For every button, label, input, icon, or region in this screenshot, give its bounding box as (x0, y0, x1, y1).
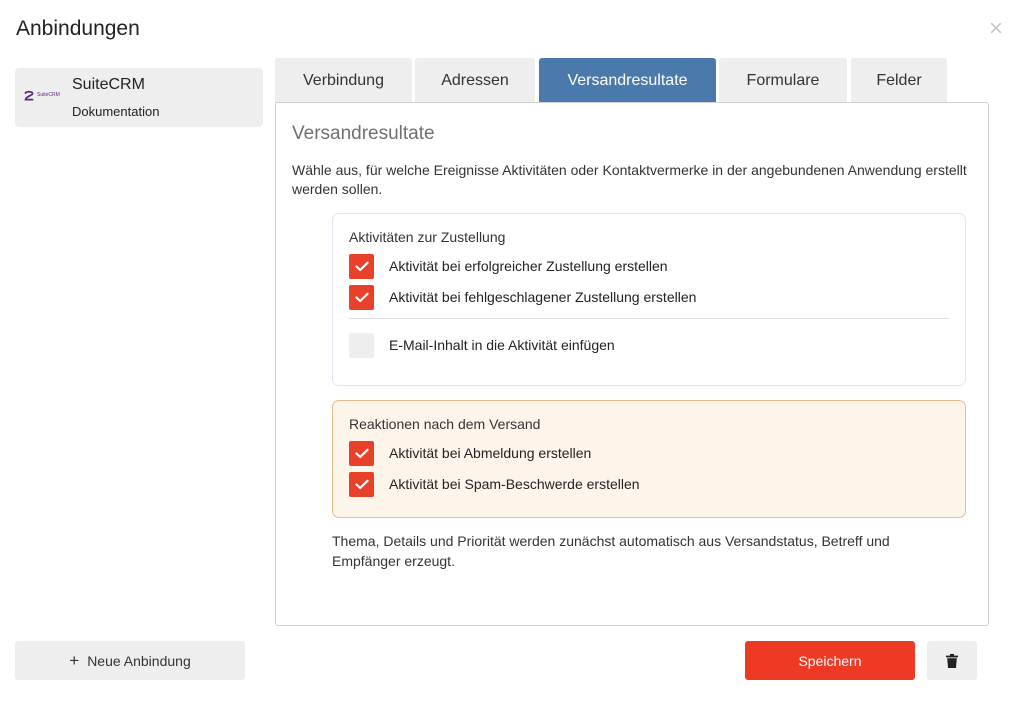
tab-formulare[interactable]: Formulare (719, 58, 847, 103)
save-button[interactable]: Speichern (745, 641, 915, 680)
checkbox-checked[interactable] (349, 254, 374, 279)
modal-title: Anbindungen (16, 17, 140, 40)
option-label: Aktivität bei Spam-Beschwerde erstellen (389, 476, 640, 492)
panel-title: Versandresultate (292, 123, 435, 144)
suitecrm-mark-icon (24, 90, 34, 101)
delete-button[interactable] (927, 641, 977, 680)
option-label: Aktivität bei fehlgeschlagener Zustellung erstellen (389, 289, 697, 305)
option-label: Aktivität bei Abmeldung erstellen (389, 445, 592, 461)
reactions-heading: Reaktionen nach dem Versand (349, 416, 541, 432)
option-spam-complaint[interactable] (349, 472, 640, 496)
info-note: Thema, Details und Priorität werden zunächst automatisch aus Versandstatus, Betreff und Empfänger erzeugt. (332, 533, 890, 569)
option-failed-delivery[interactable] (349, 285, 696, 309)
plus-icon: + (69, 651, 80, 670)
option-label: Aktivität bei erfolgreicher Zustellung erstellen (389, 258, 668, 274)
connection-doc-link[interactable]: Dokumentation (72, 104, 160, 119)
checkbox-checked[interactable] (349, 472, 374, 497)
checkbox-checked[interactable] (349, 441, 374, 466)
connection-name: SuiteCRM (72, 76, 145, 93)
tab-felder[interactable]: Felder (851, 58, 947, 103)
suitecrm-logo-icon (24, 90, 60, 102)
checkbox-unchecked[interactable] (349, 333, 374, 358)
reactions-box (332, 400, 966, 518)
delivery-activities-box (332, 213, 966, 386)
checkbox-checked[interactable] (349, 285, 374, 310)
tab-verbindung[interactable]: Verbindung (275, 58, 412, 103)
tab-adressen[interactable]: Adressen (415, 58, 535, 103)
delivery-activities-heading: Aktivitäten zur Zustellung (349, 229, 506, 245)
option-successful-delivery[interactable] (349, 254, 668, 278)
tab-panel (275, 102, 989, 626)
suitecrm-logo-text: SuiteCRM (37, 92, 60, 98)
new-connection-label: Neue Anbindung (87, 652, 191, 669)
checkmark-icon (355, 479, 369, 490)
option-label: E-Mail-Inhalt in die Aktivität einfügen (389, 337, 615, 353)
option-include-email-content[interactable] (349, 333, 615, 357)
tab-versandresultate[interactable]: Versandresultate (539, 58, 716, 103)
new-connection-button[interactable] (15, 641, 245, 680)
checkmark-icon (355, 261, 369, 272)
sidebar-item-suitecrm[interactable] (15, 68, 263, 127)
option-unsubscribe[interactable] (349, 441, 591, 465)
checkmark-icon (355, 292, 369, 303)
divider (349, 318, 949, 319)
close-icon[interactable]: × (988, 15, 1003, 42)
panel-description: Wähle aus, für welche Ereignisse Aktivitäten oder Kontaktvermerke in der angebundenen Anwendung erstellt werden sollen. (292, 162, 967, 197)
trash-icon (946, 654, 958, 668)
checkmark-icon (355, 448, 369, 459)
